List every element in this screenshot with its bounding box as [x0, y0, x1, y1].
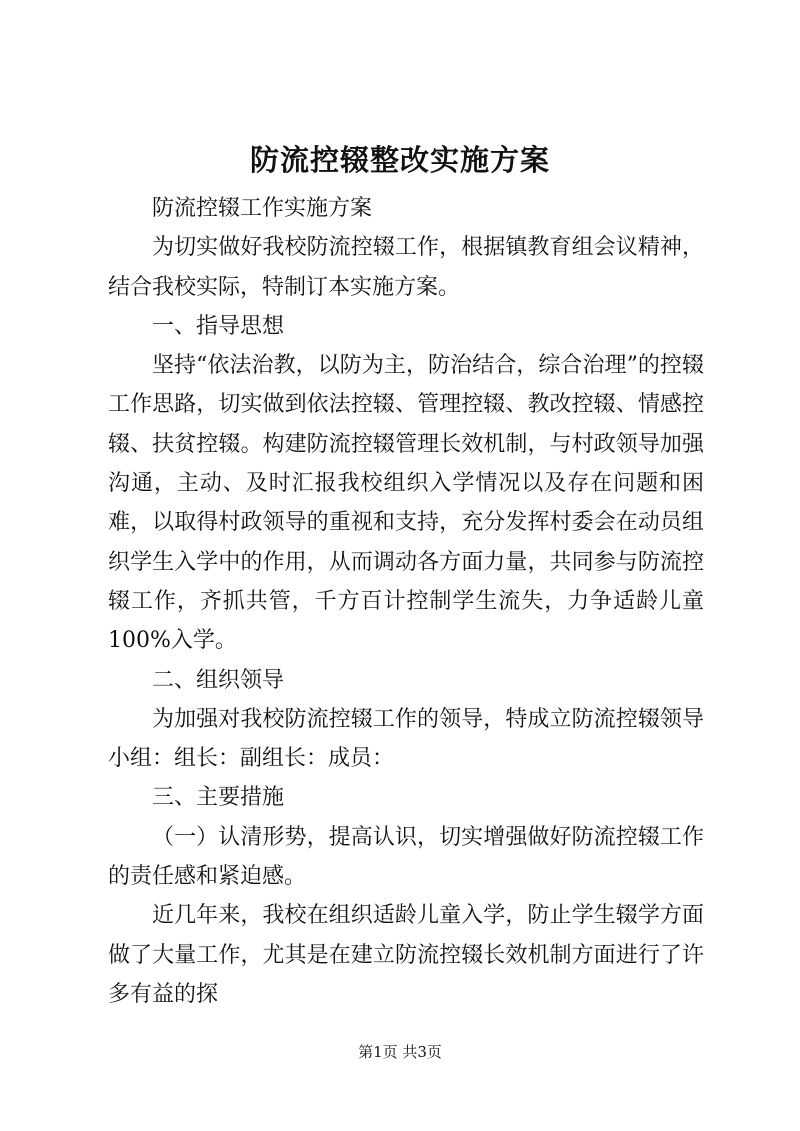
document-title: 防流控辍整改实施方案: [249, 143, 550, 177]
paragraph-intro: 为切实做好我校防流控辍工作，根据镇教育组会议精神，结合我校实际，特制订本实施方案。: [108, 235, 704, 300]
page-footer: 第1页 共3页: [358, 1043, 442, 1061]
paragraph-recent-years: 近几年来，我校在组织适龄儿童入学，防止学生辍学方面做了大量工作，尤其是在建立防流控辍长效机制方面进行了许多有益的探: [108, 903, 704, 1007]
document-body: [108, 189, 704, 1014]
paragraph-subtitle: 防流控辍工作实施方案: [152, 196, 373, 221]
section-heading-organization: 二、组织领导: [152, 667, 285, 693]
paragraph-guiding-ideology: 坚持“依法治教，以防为主，防治结合，综合治理”的控辍工作思路，切实做到依法控辍、管理控辍、教改控辍、情感控辍、扶贫控辍。构建防流控辍管理长效机制，与村政领导加强沟通，主动、及时汇报我校组织入学情况以及存在问题和困难，以取得村政领导的重视和支持，充分发挥村委会在动员组织学生入学中的作用，从而调动各方面力量，共同参与防流控辍工作，齐抓共管，千方百计控制学生流失，力争适龄儿童100%入学。: [108, 353, 704, 654]
paragraph-measure-one: （一）认清形势，提高认识，切实增强做好防流控辍工作的责任感和紧迫感。: [108, 824, 704, 890]
section-heading-guiding-ideology: 一、指导思想: [152, 313, 285, 339]
paragraph-organization: 为加强对我校防流控辍工作的领导，特成立防流控辍领导小组：组长：副组长：成员：: [108, 706, 704, 772]
section-heading-measures: 三、主要措施: [152, 785, 285, 811]
